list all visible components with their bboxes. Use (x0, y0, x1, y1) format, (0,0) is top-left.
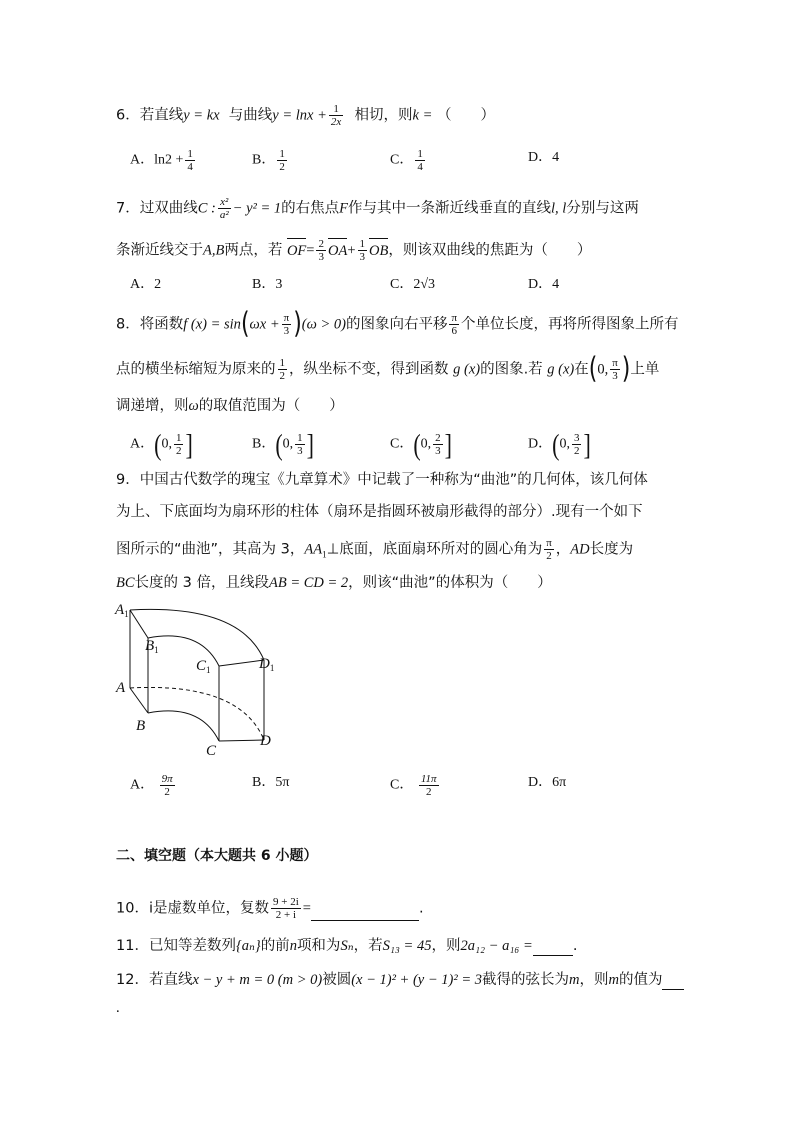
q8-option-a[interactable]: A．(0, $\frac{1}{2}$ ] (130, 426, 193, 461)
q7-option-b[interactable]: B．3 (252, 277, 283, 292)
q7-option-d[interactable]: D．4 (528, 277, 560, 292)
q9-option-c[interactable]: C． $\frac{11\pi}{2}$ (390, 773, 437, 798)
q9-stem-line4: BC长度的 3 倍，且线段AB = CD = 2，则该“曲池”的体积为（ ） (116, 575, 552, 591)
q9-stem-line1: 9．中国古代数学的瑰宝《九章算术》中记载了一种称为“曲池”的几何体，该几何体 (116, 472, 648, 488)
q11-answer-blank[interactable] (533, 955, 573, 956)
q8-stem-line3: 调递增，则ω的取值范围为（ ） (116, 398, 344, 414)
q6-number: 6． (116, 107, 140, 124)
q10-answer-blank[interactable] (311, 920, 419, 921)
q12-end-period: . (116, 1000, 120, 1016)
q9-stem-line3: 图所示的“曲池”，其高为 3，$AA_1\perp$底面，底面扇环所对的圆心角为 $\frac{\pi}{2}$ ，AD长度为 (116, 537, 634, 562)
q9-stem-line2: 为上、下底面均为扇环形的柱体（扇环是指圆环被扇形截得的部分）.现有一个如下 (116, 504, 643, 520)
svg-text:C1: $C_1$ (196, 658, 211, 675)
q9-option-b[interactable]: B．5π (252, 775, 290, 790)
svg-text:A: A (116, 680, 126, 696)
svg-text:A1: $A_1$ (115, 602, 129, 619)
q12-answer-blank[interactable] (662, 989, 684, 990)
svg-text:C: C (206, 743, 217, 758)
q6-option-c[interactable]: C． $\frac{1}{4}$ (390, 148, 423, 173)
q9-option-d[interactable]: D．6π (528, 775, 567, 790)
q6-fraction: $\frac{1}{2x}$ (330, 103, 342, 128)
q8-option-b[interactable]: B．(0, $\frac{1}{3}$ ] (252, 426, 314, 461)
q6-option-d[interactable]: D．4 (528, 150, 560, 165)
svg-text:B1: $B_1$ (145, 638, 159, 655)
q8-option-d[interactable]: D．(0, $\frac{3}{2}$ ] (528, 426, 591, 461)
vector-oa: OA (327, 242, 348, 259)
q7-option-c[interactable]: C．2√3 (390, 277, 436, 292)
q12-stem: 12．若直线x − y + m = 0 (m > 0)被圆(x − 1)² + (y − 1)² = 3截得的弦长为m，则m的值为 (116, 970, 684, 990)
q8-stem-line1: 8．将函数f (x) = sin(ωx + $\frac{\pi}{3}$ )(ω > 0)的图象向右平移 $\frac{\pi}{6}$ 个单位长度，再将所得图象上所有 (116, 306, 679, 341)
q10-stem: 10．i是虚数单位，复数 $\frac{9 + 2i}{2 + i}$ = . (116, 896, 424, 921)
vector-of: OF (286, 242, 307, 259)
arc-ad: AD (570, 541, 590, 558)
q6-option-a[interactable]: A．ln2 + $\frac{1}{4}$ (130, 148, 193, 173)
q7-stem-line1: 7．过双曲线C : $\frac{\text{x²}}{\text{a²}}$ − y² = 1的右焦点F作与其中一条渐近线垂直的直线l, l分别与这两 (116, 196, 639, 221)
svg-text:D: D (260, 733, 271, 749)
q6-stem: 6．若直线y = kx 与曲线y = lnx + $\frac{1}{2x}$ 相切，则k = （ ） (116, 103, 495, 128)
q7-option-a[interactable]: A．2 (130, 277, 162, 292)
curved-pool-figure (112, 598, 292, 758)
section-heading: 二、填空题（本大题共 6 小题） (116, 848, 318, 864)
vector-ob: OB (369, 242, 389, 259)
arc-bc: BC (116, 575, 135, 591)
svg-text:D1: $D_1$ (259, 656, 275, 673)
q7-stem-line2: 条渐近线交于A,B两点，若 OF= $\frac{2}{3}$ OA+ $\frac{1}{3}$ OB，则该双曲线的焦距为（ ） (116, 238, 592, 263)
q8-option-c[interactable]: C．(0, $\frac{2}{3}$ ] (390, 426, 452, 461)
q6-option-b[interactable]: B． $\frac{1}{2}$ (252, 148, 285, 173)
q9-option-a[interactable]: A． $\frac{9\pi}{2}$ (130, 773, 173, 798)
q8-stem-line2: 点的横坐标缩短为原来的 $\frac{1}{2}$ ，纵坐标不变，得到函数 g (x)的图象.若 g (x)在(0, $\frac{\pi}{3}$ )上单 (116, 351, 660, 386)
q11-stem: 11．已知等差数列{aₙ}的前n项和为Sₙ，若S₁₃ = 45，则2a₁₂ − a₁₆ = . (116, 938, 578, 954)
svg-text:B: B (136, 718, 146, 734)
q6-line-equation: y = kx (183, 107, 220, 124)
